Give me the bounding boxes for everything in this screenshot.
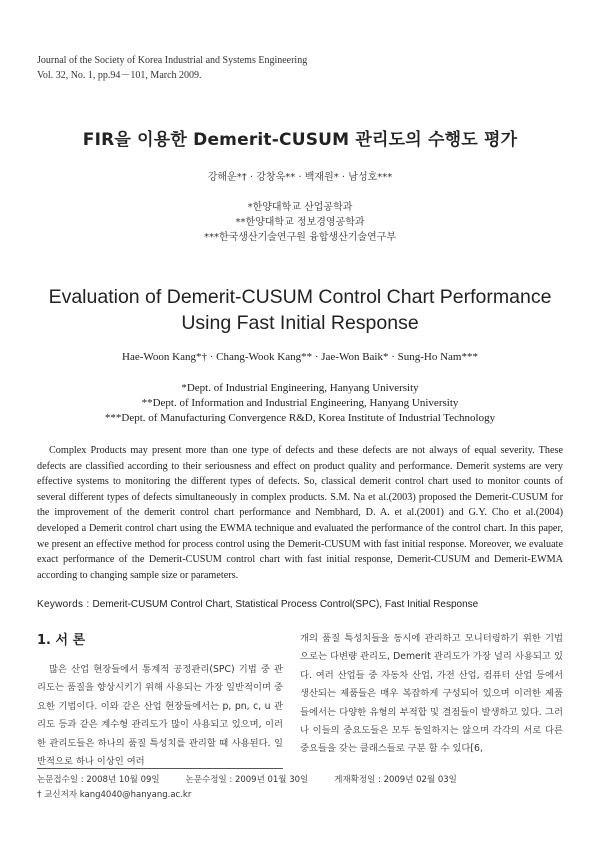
korean-title: FIR을 이용한 Demerit-CUSUM 관리도의 수행도 평가 <box>82 130 518 150</box>
english-affiliation: *Dept. of Industrial Engineering, Hanyang University <box>181 382 419 394</box>
revised-date: 논문수정일 : 2009년 01월 30일 <box>185 775 309 785</box>
keywords-text: Demerit-CUSUM Control Chart, Statistical Process Control(SPC), Fast Initial Response <box>92 599 479 610</box>
english-title-line2: Using Fast Initial Response <box>181 312 419 334</box>
korean-authors: 강해운*† · 강창욱** · 백재원* · 남성호*** <box>207 172 393 183</box>
abstract-text: Complex Products may present more than one type of defects and these defects are not always of equal severity. These defects are classified according to their seriousness and effect on product quality and performance. Demerit systems are very effective systems to monitoring the different types of defects. So, classical demerit control chart used to monitor counts of several different types of defects simultaneously in complex products. S.M. Na et al.(2003) proposed the Demerit-CUSUM for the improvement of the demerit control chart performance and Nembhard, D. A. et al.(2001) and G.Y. Cho et al.(2004) developed a Demerit control chart using the EWMA technique and evaluated the performance of the control chart. In this paper, we present an effective method for process control using the Demerit-CUSUM with fast initial response. Moreover, we evaluate exact performance of the Demerit-CUSUM control chart with fast initial response, Demerit-CUSUM and Demerit-EWMA according to changing sample size or parameters. <box>37 445 563 581</box>
body-column-right <box>300 630 563 759</box>
english-affiliations <box>0 381 600 426</box>
received-date: 논문접수일 : 2008년 10월 09일 <box>37 775 160 785</box>
journal-header <box>37 53 307 83</box>
body-paragraph: 많은 산업 현장들에서 통계적 공정관리(SPC) 기법 중 관리도는 품질을 향상시키기 위해 사용되는 가장 일반적이며 중요한 기법이다. 이와 같은 산업 현장들에서는 p, pn, c, u 관리도 등과 같은 계수형 관리도가 많이 사용되고 있으며, 이러한 관리도들은 하나의 품질 특성치를 관리할 때 사용된다. 일반적으로 하나 이상인 여러 <box>37 664 283 768</box>
journal-volume: Vol. 32, No. 1, pp.94－101, March 2009. <box>37 70 202 81</box>
footnote-corresponding <box>37 788 217 802</box>
korean-affiliation: *한양대학교 산업공학과 <box>247 202 353 213</box>
korean-affiliations <box>0 200 600 245</box>
footnote-divider <box>37 768 283 769</box>
english-authors: Hae-Woon Kang*† · Chang-Wook Kang** · Jae-Won Baik* · Sung-Ho Nam*** <box>122 351 478 363</box>
keywords-label: Keywords : <box>37 599 93 610</box>
footnote-dates <box>37 773 483 787</box>
abstract <box>37 443 563 583</box>
accepted-date: 게재확정일 : 2009년 02월 03일 <box>334 775 457 785</box>
english-title <box>0 284 600 336</box>
section-heading: 1. 서 론 <box>37 633 86 648</box>
dagger-mark: † <box>37 790 42 800</box>
body-column-left <box>37 661 283 771</box>
english-affiliation: **Dept. of Information and Industrial Engineering, Hanyang University <box>141 397 459 409</box>
korean-affiliation: **한양대학교 정보경영공학과 <box>235 217 365 228</box>
english-title-line1: Evaluation of Demerit-CUSUM Control Chart Performance <box>48 286 552 308</box>
corresponding-author: 교신저자 kang4040@hanyang.ac.kr <box>41 790 192 800</box>
body-paragraph: 개의 품질 특성치들을 동시에 관리하고 모니터링하기 위한 기법으로는 다변량 관리도, Demerit 관리도가 가장 널리 사용되고 있다. 여러 산업들 중 자동차 산업, 가전 산업, 컴퓨터 산업 등에서 생산되는 제품들은 매우 복잡하게 구성되어 있으며 이러한 제품들에서는 다양한 유형의 부적합 및 결점들이 발생하고 있다. 그러나 이들의 중요도들은 모두 동일하지는 않으며 각각의 서로 다른 중요들을 갖는 클래스들로 구분 할 수 있다[6, <box>300 633 563 755</box>
keywords <box>37 599 478 610</box>
journal-name: Journal of the Society of Korea Industrial and Systems Engineering <box>37 55 308 66</box>
english-affiliation: ***Dept. of Manufacturing Convergence R&D, Korea Institute of Industrial Technology <box>104 412 496 424</box>
korean-affiliation: ***한국생산기술연구원 융합생산기술연구부 <box>203 232 397 243</box>
